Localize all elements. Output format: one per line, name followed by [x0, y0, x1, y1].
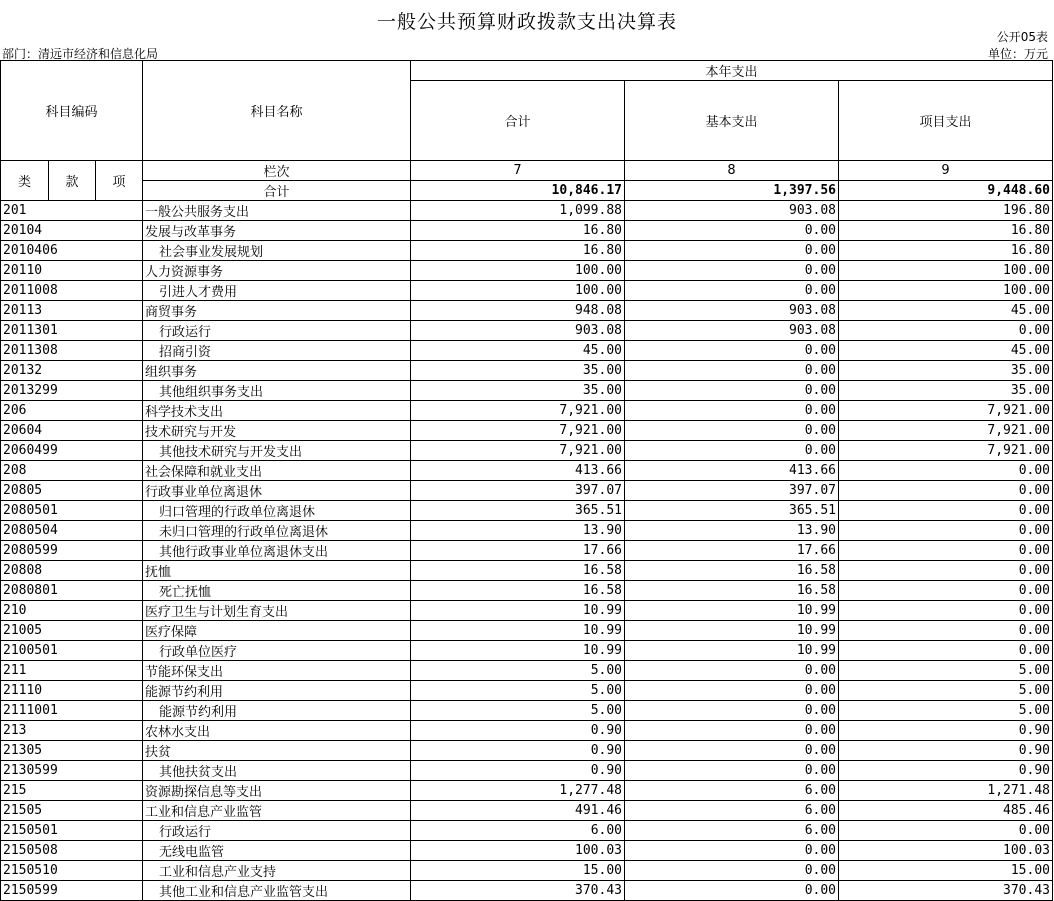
row-name: 行政运行: [143, 321, 411, 341]
column-index-label: 栏次: [143, 161, 411, 181]
row-project: 45.00: [839, 301, 1053, 321]
row-basic: 0.00: [625, 421, 839, 441]
row-name: 商贸事务: [143, 301, 411, 321]
row-total: 100.03: [411, 841, 625, 861]
row-name: 其他行政事业单位离退休支出: [143, 541, 411, 561]
table-row: [1, 501, 1053, 521]
row-basic: 903.08: [625, 301, 839, 321]
basic-header: 基本支出: [625, 81, 839, 161]
row-code: 208: [1, 461, 143, 481]
row-basic: 6.00: [625, 801, 839, 821]
row-code: 21305: [1, 741, 143, 761]
row-code: 20604: [1, 421, 143, 441]
table-row: [1, 621, 1053, 641]
row-basic: 17.66: [625, 541, 839, 561]
row-code: 211: [1, 661, 143, 681]
table-row: [1, 601, 1053, 621]
subject-name-header: 科目名称: [143, 61, 411, 161]
row-code: 20808: [1, 561, 143, 581]
table-row: [1, 561, 1053, 581]
row-code: 2130599: [1, 761, 143, 781]
row-basic: 0.00: [625, 281, 839, 301]
row-name: 其他组织事务支出: [143, 381, 411, 401]
row-code: 20113: [1, 301, 143, 321]
table-row: [1, 881, 1053, 901]
row-name: 节能环保支出: [143, 661, 411, 681]
row-name: 招商引资: [143, 341, 411, 361]
row-name: 一般公共服务支出: [143, 201, 411, 221]
row-name: 社会事业发展规划: [143, 241, 411, 261]
row-name: 死亡抚恤: [143, 581, 411, 601]
row-project: 0.90: [839, 761, 1053, 781]
row-name: 农林水支出: [143, 721, 411, 741]
row-total: 7,921.00: [411, 421, 625, 441]
row-total: 100.00: [411, 281, 625, 301]
row-total: 903.08: [411, 321, 625, 341]
row-name: 人力资源事务: [143, 261, 411, 281]
table-row: [1, 661, 1053, 681]
grand-basic-value: 1,397.56: [625, 181, 839, 201]
row-basic: 10.99: [625, 601, 839, 621]
row-code: 20805: [1, 481, 143, 501]
row-code: 206: [1, 401, 143, 421]
row-total: 16.80: [411, 241, 625, 261]
col8-index: 8: [625, 161, 839, 181]
row-code: 20132: [1, 361, 143, 381]
row-name: 引进人才费用: [143, 281, 411, 301]
row-project: 0.00: [839, 541, 1053, 561]
row-project: 0.00: [839, 461, 1053, 481]
row-total: 100.00: [411, 261, 625, 281]
row-project: 0.00: [839, 321, 1053, 341]
row-basic: 0.00: [625, 361, 839, 381]
row-total: 1,099.88: [411, 201, 625, 221]
table-row: [1, 741, 1053, 761]
row-total: 10.99: [411, 601, 625, 621]
row-total: 45.00: [411, 341, 625, 361]
row-total: 10.99: [411, 621, 625, 641]
table-row: [1, 541, 1053, 561]
row-project: 0.00: [839, 601, 1053, 621]
row-basic: 0.00: [625, 861, 839, 881]
row-name: 资源勘探信息等支出: [143, 781, 411, 801]
year-expense-header: 本年支出: [411, 61, 1053, 81]
table-row: [1, 321, 1053, 341]
row-basic: 0.00: [625, 741, 839, 761]
row-total: 7,921.00: [411, 441, 625, 461]
expense-table: [0, 60, 1053, 901]
total-row: [1, 181, 1053, 201]
table-row: [1, 201, 1053, 221]
row-name: 无线电监管: [143, 841, 411, 861]
row-name: 能源节约利用: [143, 681, 411, 701]
row-basic: 413.66: [625, 461, 839, 481]
subject-code-header: 科目编码: [1, 61, 143, 161]
row-project: 16.80: [839, 221, 1053, 241]
row-project: 0.90: [839, 721, 1053, 741]
table-row: [1, 801, 1053, 821]
row-project: 0.00: [839, 621, 1053, 641]
row-name: 发展与改革事务: [143, 221, 411, 241]
row-code: 2150599: [1, 881, 143, 901]
row-project: 0.00: [839, 581, 1053, 601]
row-basic: 0.00: [625, 381, 839, 401]
row-total: 35.00: [411, 361, 625, 381]
row-basic: 0.00: [625, 761, 839, 781]
row-total: 17.66: [411, 541, 625, 561]
row-project: 5.00: [839, 661, 1053, 681]
unit-label: 单位：万元: [987, 47, 1048, 61]
table-row: [1, 361, 1053, 381]
row-project: 0.00: [839, 821, 1053, 841]
row-project: 370.43: [839, 881, 1053, 901]
row-basic: 0.00: [625, 341, 839, 361]
row-name: 行政事业单位离退休: [143, 481, 411, 501]
row-total: 1,277.48: [411, 781, 625, 801]
row-code: 2080501: [1, 501, 143, 521]
row-code: 2010406: [1, 241, 143, 261]
page-title: 一般公共预算财政拨款支出决算表: [376, 11, 677, 33]
row-project: 7,921.00: [839, 441, 1053, 461]
row-code: 2060499: [1, 441, 143, 461]
row-project: 5.00: [839, 681, 1053, 701]
row-name: 行政运行: [143, 821, 411, 841]
xiang-header: 项: [96, 161, 143, 201]
row-project: 0.90: [839, 741, 1053, 761]
table-row: [1, 461, 1053, 481]
row-code: 201: [1, 201, 143, 221]
row-basic: 16.58: [625, 581, 839, 601]
row-project: 100.00: [839, 261, 1053, 281]
row-total: 5.00: [411, 681, 625, 701]
col7-index: 7: [411, 161, 625, 181]
table-row: [1, 241, 1053, 261]
row-total: 413.66: [411, 461, 625, 481]
row-code: 2111001: [1, 701, 143, 721]
row-project: 16.80: [839, 241, 1053, 261]
row-basic: 0.00: [625, 241, 839, 261]
table-row: [1, 681, 1053, 701]
row-code: 2150508: [1, 841, 143, 861]
row-total: 10.99: [411, 641, 625, 661]
row-code: 2080504: [1, 521, 143, 541]
total-header: 合计: [411, 81, 625, 161]
row-total: 16.58: [411, 561, 625, 581]
row-total: 35.00: [411, 381, 625, 401]
table-row: [1, 821, 1053, 841]
row-total: 16.80: [411, 221, 625, 241]
row-name: 科学技术支出: [143, 401, 411, 421]
table-row: [1, 641, 1053, 661]
row-project: 15.00: [839, 861, 1053, 881]
row-code: 21505: [1, 801, 143, 821]
row-name: 工业和信息产业监管: [143, 801, 411, 821]
row-total: 397.07: [411, 481, 625, 501]
row-project: 1,271.48: [839, 781, 1053, 801]
row-total: 0.90: [411, 721, 625, 741]
row-basic: 16.58: [625, 561, 839, 581]
row-total: 16.58: [411, 581, 625, 601]
row-basic: 0.00: [625, 841, 839, 861]
total-label: 合计: [143, 181, 411, 201]
row-total: 7,921.00: [411, 401, 625, 421]
row-name: 医疗卫生与计划生育支出: [143, 601, 411, 621]
row-basic: 6.00: [625, 781, 839, 801]
row-project: 45.00: [839, 341, 1053, 361]
row-basic: 903.08: [625, 321, 839, 341]
row-project: 196.80: [839, 201, 1053, 221]
row-basic: 0.00: [625, 701, 839, 721]
row-code: 2080599: [1, 541, 143, 561]
department-label: 部门：清远市经济和信息化局: [2, 47, 159, 61]
table-row: [1, 441, 1053, 461]
row-basic: 0.00: [625, 681, 839, 701]
grand-total-value: 10,846.17: [411, 181, 625, 201]
row-code: 215: [1, 781, 143, 801]
row-basic: 0.00: [625, 401, 839, 421]
row-basic: 0.00: [625, 441, 839, 461]
row-name: 归口管理的行政单位离退休: [143, 501, 411, 521]
row-project: 7,921.00: [839, 401, 1053, 421]
row-name: 行政单位医疗: [143, 641, 411, 661]
row-basic: 13.90: [625, 521, 839, 541]
row-total: 5.00: [411, 701, 625, 721]
table-row: [1, 221, 1053, 241]
grand-project-value: 9,448.60: [839, 181, 1053, 201]
row-name: 能源节约利用: [143, 701, 411, 721]
row-project: 485.46: [839, 801, 1053, 821]
row-basic: 0.00: [625, 881, 839, 901]
header-row-1: [1, 61, 1053, 81]
row-basic: 10.99: [625, 621, 839, 641]
row-code: 21110: [1, 681, 143, 701]
col9-index: 9: [839, 161, 1053, 181]
table-row: [1, 281, 1053, 301]
row-basic: 10.99: [625, 641, 839, 661]
table-row: [1, 701, 1053, 721]
row-code: 2013299: [1, 381, 143, 401]
row-basic: 0.00: [625, 221, 839, 241]
row-code: 2011301: [1, 321, 143, 341]
project-header: 项目支出: [839, 81, 1053, 161]
row-name: 组织事务: [143, 361, 411, 381]
row-code: 213: [1, 721, 143, 741]
row-code: 2011308: [1, 341, 143, 361]
table-row: [1, 401, 1053, 421]
row-code: 2011008: [1, 281, 143, 301]
row-code: 21005: [1, 621, 143, 641]
row-total: 6.00: [411, 821, 625, 841]
row-code: 2150501: [1, 821, 143, 841]
row-project: 35.00: [839, 381, 1053, 401]
row-project: 5.00: [839, 701, 1053, 721]
row-name: 抚恤: [143, 561, 411, 581]
row-name: 社会保障和就业支出: [143, 461, 411, 481]
row-project: 100.03: [839, 841, 1053, 861]
table-row: [1, 261, 1053, 281]
row-basic: 0.00: [625, 721, 839, 741]
row-name: 其他扶贫支出: [143, 761, 411, 781]
table-row: [1, 861, 1053, 881]
table-row: [1, 841, 1053, 861]
row-project: 100.00: [839, 281, 1053, 301]
row-total: 5.00: [411, 661, 625, 681]
row-basic: 0.00: [625, 261, 839, 281]
row-code: 20104: [1, 221, 143, 241]
row-total: 491.46: [411, 801, 625, 821]
row-name: 扶贫: [143, 741, 411, 761]
row-basic: 903.08: [625, 201, 839, 221]
table-row: [1, 481, 1053, 501]
lei-header: 类: [1, 161, 49, 201]
row-code: 2150510: [1, 861, 143, 881]
column-index-row: [1, 161, 1053, 181]
row-total: 0.90: [411, 741, 625, 761]
row-project: 0.00: [839, 501, 1053, 521]
row-code: 20110: [1, 261, 143, 281]
row-project: 35.00: [839, 361, 1053, 381]
table-row: [1, 761, 1053, 781]
row-name: 其他技术研究与开发支出: [143, 441, 411, 461]
table-row: [1, 521, 1053, 541]
row-basic: 0.00: [625, 661, 839, 681]
table-row: [1, 421, 1053, 441]
row-project: 7,921.00: [839, 421, 1053, 441]
row-name: 医疗保障: [143, 621, 411, 641]
table-row: [1, 341, 1053, 361]
row-total: 15.00: [411, 861, 625, 881]
row-basic: 397.07: [625, 481, 839, 501]
row-code: 2080801: [1, 581, 143, 601]
table-row: [1, 581, 1053, 601]
row-total: 0.90: [411, 761, 625, 781]
row-total: 13.90: [411, 521, 625, 541]
row-code: 2100501: [1, 641, 143, 661]
row-code: 210: [1, 601, 143, 621]
row-basic: 365.51: [625, 501, 839, 521]
row-name: 其他工业和信息产业监管支出: [143, 881, 411, 901]
row-total: 948.08: [411, 301, 625, 321]
row-project: 0.00: [839, 641, 1053, 661]
row-project: 0.00: [839, 561, 1053, 581]
row-project: 0.00: [839, 481, 1053, 501]
table-row: [1, 781, 1053, 801]
table-row: [1, 381, 1053, 401]
row-name: 未归口管理的行政单位离退休: [143, 521, 411, 541]
row-name: 技术研究与开发: [143, 421, 411, 441]
row-basic: 6.00: [625, 821, 839, 841]
table-row: [1, 721, 1053, 741]
kuan-header: 款: [49, 161, 96, 201]
row-project: 0.00: [839, 521, 1053, 541]
row-total: 365.51: [411, 501, 625, 521]
row-total: 370.43: [411, 881, 625, 901]
table-row: [1, 301, 1053, 321]
row-name: 工业和信息产业支持: [143, 861, 411, 881]
form-code: 公开05表: [996, 30, 1048, 44]
